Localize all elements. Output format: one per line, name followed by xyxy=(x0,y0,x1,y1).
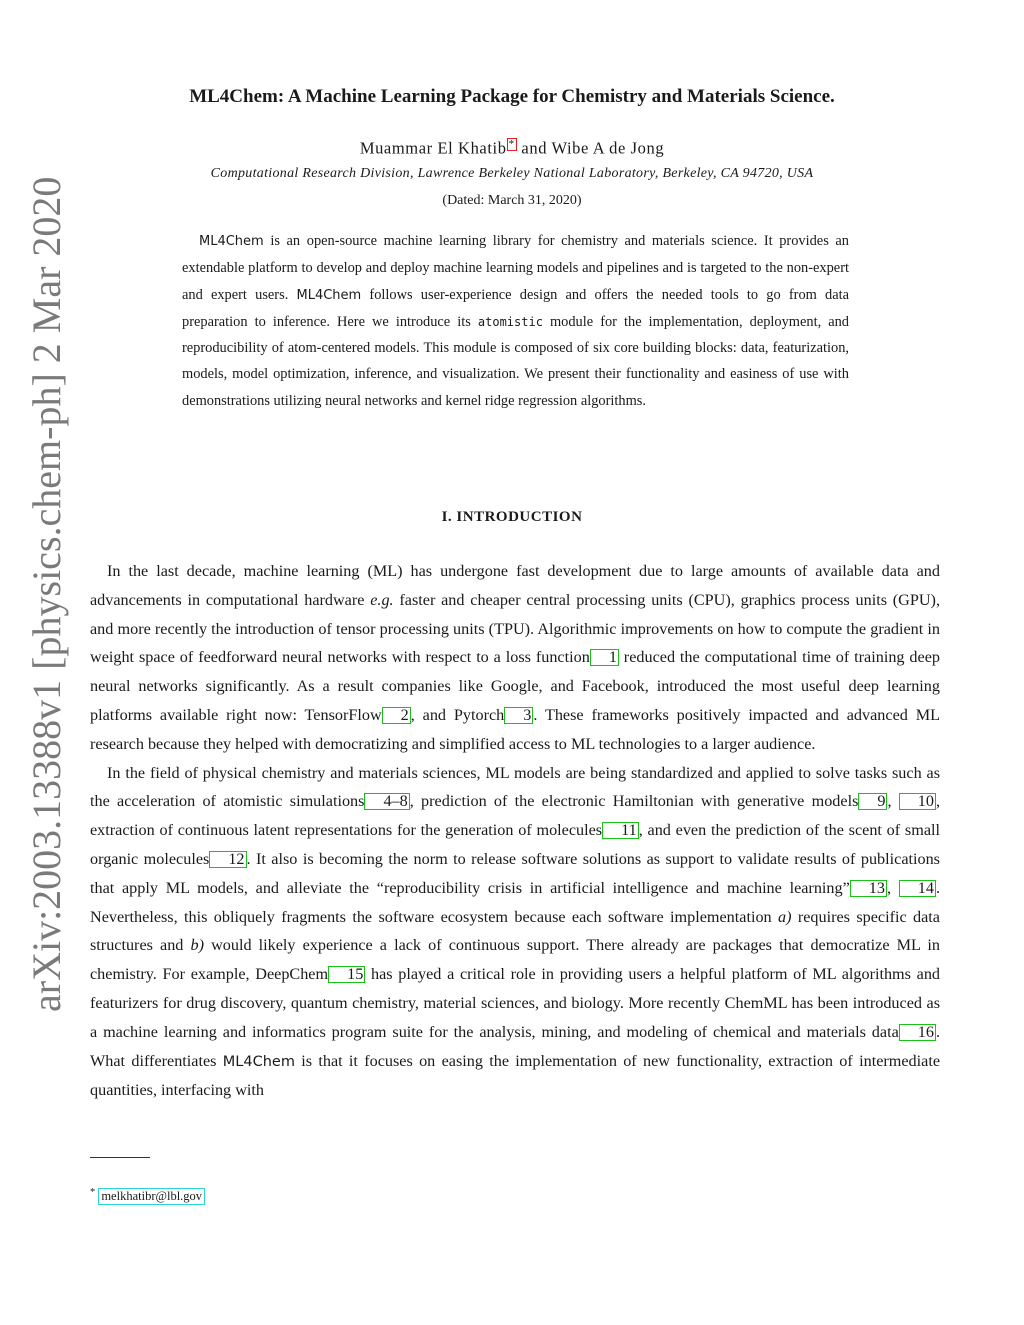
text: would likely experience a lack of continuous support. There already are packages that democratize ML in chemistry. For example, DeepChem xyxy=(90,936,940,984)
author-name: Muammar El Khatib xyxy=(359,138,507,158)
author-footnote-link[interactable]: * xyxy=(508,138,515,150)
footnote xyxy=(90,1187,205,1205)
citation-link[interactable]: 9 xyxy=(858,793,887,810)
citation-link[interactable]: 14 xyxy=(899,880,936,897)
text: has played a critical role in providing users a helpful platform of ML algorithms and featurizers for drug discovery, quantum chemistry, material sciences, and biology. More recently ChemML has been introduced as a machine learning and informatics program suite for the analysis, mining, and modeling of chemical and materials data xyxy=(90,965,941,1041)
citation-link[interactable]: 2 xyxy=(382,707,411,724)
abstract-paragraph xyxy=(182,228,849,414)
abstract-text: is an open-source machine learning library for chemistry and materials science. It provides an extendable platform to develop and deploy machine learning models and pipelines and is targeted to the non-expert and expert users. xyxy=(182,233,849,303)
text: faster and cheaper central processing units (CPU), graphics process units (GPU), and more recently the introduction of tensor processing units (TPU). Algorithmic improvements on how to compute the gradient in weight space of feedforward neural networks with respect to a loss function xyxy=(90,590,940,667)
footnote-divider xyxy=(90,1157,150,1158)
text: e.g. xyxy=(370,590,394,609)
text: , and Pytorch xyxy=(410,705,505,724)
author-line xyxy=(0,138,1024,159)
package-name: ML4Chem xyxy=(222,1053,295,1070)
module-name: atomistic xyxy=(477,314,543,329)
text: – xyxy=(391,792,400,811)
citation-link[interactable]: 3 xyxy=(504,707,533,724)
email-link[interactable]: melkhatibr@lbl.gov xyxy=(98,1188,205,1205)
text: is that it focuses on easing the implementation of new functionality, extraction of intermediate quantities, interfacing with xyxy=(90,1051,940,1100)
text: , extraction of continuous latent representations for the generation of molecules xyxy=(90,792,941,840)
text: , xyxy=(887,792,899,811)
text: . These frameworks positively impacted and advanced ML research because they helped with democratizing and simplified access to ML technologies to a larger audience. xyxy=(90,705,941,753)
text: In the field of physical chemistry and materials sciences, ML models are being standardized and applied to solve tasks such as the acceleration of atomistic simulations xyxy=(90,763,940,811)
package-name: ML4Chem xyxy=(296,287,362,303)
footnote-mark: * xyxy=(90,1187,96,1198)
text: . Nevertheless, this obliquely fragments the software ecosystem because each software implementation xyxy=(90,878,940,926)
text: 4 xyxy=(383,792,392,811)
text: . It also is becoming the norm to release software solutions as support to validate results of publications that apply ML models, and alleviate the “reproducibility crisis in artificial intelligence and machine learning” xyxy=(90,849,940,897)
paragraph xyxy=(90,759,940,1106)
citation-link[interactable] xyxy=(364,793,409,810)
abstract-text: module for the implementation, deployment, and reproducibility of atom-centered models. This module is composed of six core building blocks: data, featurization, models, model optimization, inference, and visualization. We present their functionality and easiness of use with demonstrations utilizing neural networks and kernel ridge regression algorithms. xyxy=(182,313,849,409)
text: b) xyxy=(190,936,204,955)
citation-link[interactable]: 11 xyxy=(602,822,639,839)
citation-link[interactable]: 12 xyxy=(209,851,246,868)
text: . What differentiates xyxy=(90,1022,940,1070)
paper-title: ML4Chem: A Machine Learning Package for Chemistry and Materials Science. xyxy=(189,86,835,107)
text: , xyxy=(886,878,899,897)
text: reduced the computational time of training deep neural networks significantly. As a result companies like Google, and Facebook, introduced the most useful deep learning platforms available right now: TensorFlow xyxy=(90,648,940,724)
text: In the last decade, machine learning (ML) has undergone fast development due to large amounts of available data and advancements in computational hardware xyxy=(90,562,940,609)
citation-link[interactable]: 13 xyxy=(850,880,887,897)
text: , and even the prediction of the scent of small organic molecules xyxy=(90,821,940,868)
author-name: Wibe A de Jong xyxy=(551,138,665,158)
text: a) xyxy=(778,907,792,926)
author-separator: and xyxy=(521,138,548,158)
text: requires specific data structures and xyxy=(90,907,940,955)
section-heading: I. INTRODUCTION xyxy=(441,509,583,525)
date-line: (Dated: March 31, 2020) xyxy=(442,193,582,208)
body-text xyxy=(90,557,940,1105)
citation-link[interactable]: 10 xyxy=(899,793,936,810)
citation-link[interactable]: 15 xyxy=(328,966,365,983)
text: , prediction of the electronic Hamiltonian with generative models xyxy=(409,792,859,811)
affiliation: Computational Research Division, Lawrence Berkeley National Laboratory, Berkeley, CA 94720, USA xyxy=(210,166,814,181)
text: 8 xyxy=(399,792,408,811)
paragraph xyxy=(90,557,940,759)
package-name: ML4Chem xyxy=(199,234,264,249)
arxiv-identifier: arXiv:2003.13388v1 [physics.chem-ph] 2 Mar 2020 xyxy=(24,176,69,1012)
abstract xyxy=(182,228,849,414)
citation-link[interactable]: 1 xyxy=(590,649,619,666)
citation-link[interactable]: 16 xyxy=(899,1024,936,1041)
abstract-text: follows user-experience design and offers the needed tools to go from data preparation to inference. Here we introduce its xyxy=(182,286,849,330)
